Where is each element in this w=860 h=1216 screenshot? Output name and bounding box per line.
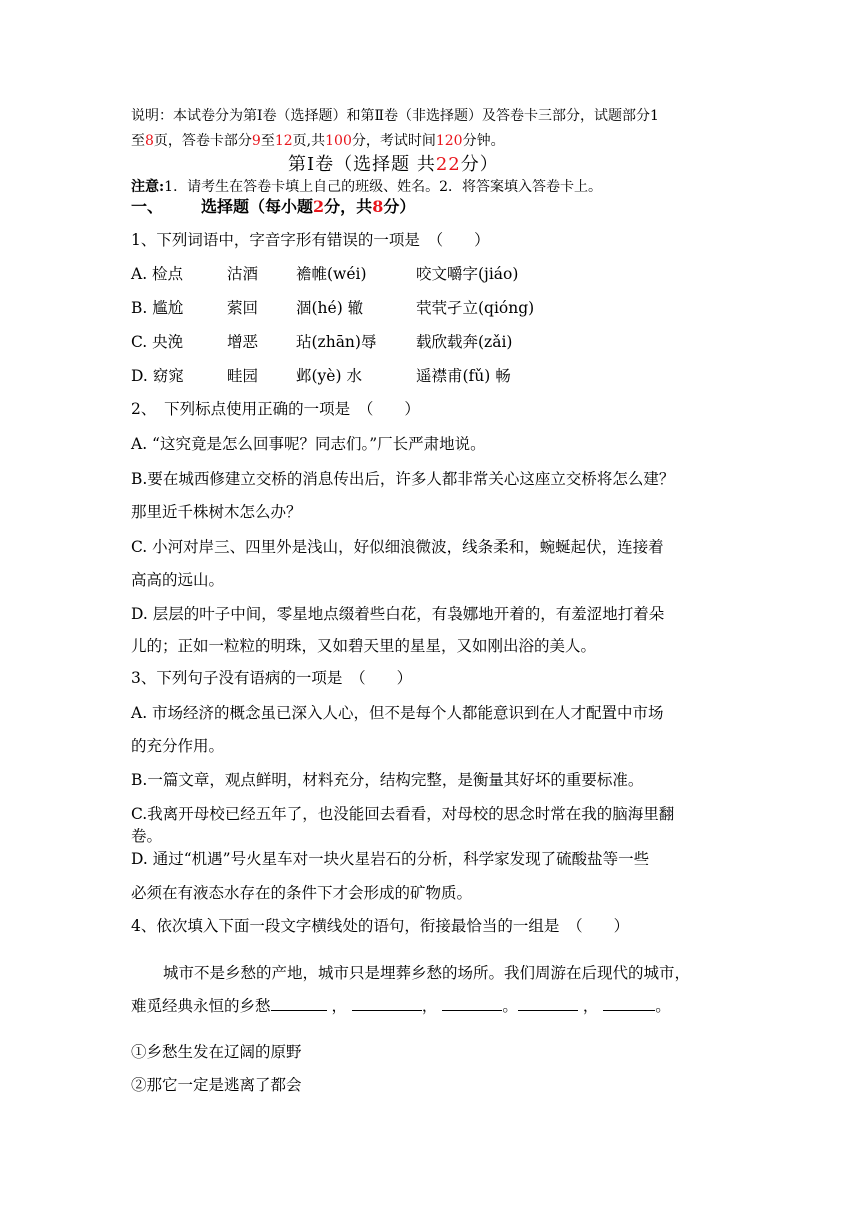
question-2-stem: 2、 下列标点使用正确的一项是 （ ） (131, 400, 420, 418)
question-2-option-b-line-2: 那里近千株树木怎么办？ (131, 503, 302, 521)
question-3-option-d-line-1: D. 通过“机遇”号火星车对一块火星岩石的分析，科学家发现了硫酸盐等一些 (131, 850, 650, 868)
option-word: 玷(zhān)辱 (296, 333, 377, 351)
notice-text: 1．请考生在答卷卡填上自己的班级、姓名。2．将答案填入答卷卡上。 (164, 179, 602, 195)
fill-blank-1[interactable] (271, 996, 327, 1011)
question-1-stem: 1、下列词语中，字音字形有错误的一项是 （ ） (131, 231, 490, 249)
notice-label: 注意: (131, 179, 165, 195)
passage-punct: ， (582, 997, 599, 1015)
part1-heading (131, 197, 415, 217)
part1-total: 8 (372, 197, 384, 216)
option-word: 茕茕孑立(qióng) (416, 299, 535, 317)
section-title-score: 22 (435, 154, 461, 175)
question-4-choice-2: ②那它一定是逃离了都会 (131, 1076, 302, 1094)
option-word: A. 检点 (131, 265, 184, 283)
option-word: C. 央浼 (131, 333, 184, 351)
notice (131, 177, 602, 197)
passage-text: 难觅经典永恒的乡愁 (131, 997, 271, 1015)
intro-text: 页，答卷卡部分 (153, 133, 252, 149)
fill-blank-3[interactable] (442, 996, 502, 1011)
question-4-passage-line-2 (131, 996, 671, 1016)
intro-page-number: 12 (274, 133, 293, 149)
fill-blank-5[interactable] (603, 996, 655, 1011)
option-word: D. 窈窕 (131, 367, 184, 385)
option-word: B. 尴尬 (131, 299, 184, 317)
question-2-option-c-line-1: C. 小河对岸三、四里外是浅山，好似细浪微波，线条柔和，蜿蜒起伏，连接着 (131, 538, 664, 556)
part1-score: 2 (313, 197, 325, 216)
section-title-text: 第Ⅰ卷（选择题 共 (288, 154, 436, 175)
intro-line-2 (131, 131, 505, 151)
intro-text: 至 (131, 133, 145, 149)
passage-punct: 。 (655, 997, 671, 1015)
option-word: 涸(hé) 辙 (296, 299, 364, 317)
question-2-option-b-line-1: B.要在城西修建立交桥的消息传出后，许多人都非常关心这座立交桥将怎么建？ (131, 470, 675, 488)
intro-text: 至 (260, 133, 275, 149)
option-word: 萦回 (227, 299, 259, 317)
fill-blank-4[interactable] (518, 996, 578, 1011)
option-word: 咬文嚼字(jiáo) (416, 265, 519, 283)
passage-punct: 。 (502, 997, 518, 1015)
option-word: 载欣载奔(zǎi) (416, 333, 513, 351)
part1-text: 选择题（每小题 (201, 197, 314, 216)
part1-text: 分） (383, 197, 416, 216)
intro-text: 分，考试时间 (351, 133, 436, 149)
question-3-option-d-line-2: 必须在有液态水存在的条件下才会形成的矿物质。 (131, 884, 473, 902)
intro-page-number: 8 (145, 133, 154, 149)
fill-blank-2[interactable] (352, 996, 422, 1011)
intro-total-score: 100 (325, 133, 352, 149)
question-2-option-a: A. “这究竟是怎么回事呢？同志们。”厂长严肃地说。 (131, 435, 486, 453)
part1-number: 一、 (131, 197, 164, 216)
option-word: 畦园 (227, 367, 259, 385)
question-3-option-b: B.一篇文章，观点鲜明，材料充分，结构完整，是衡量其好坏的重要标准。 (131, 771, 644, 789)
question-2-option-d-line-1: D. 层层的叶子中间，零星地点缀着些白花，有袅娜地开着的，有羞涩地打着朵 (131, 605, 665, 623)
question-2-option-d-line-2: 儿的；正如一粒粒的明珠，又如碧天里的星星，又如刚出浴的美人。 (131, 637, 597, 655)
question-3-option-c-line-1: C.我离开母校已经五年了，也没能回去看看，对母校的思念时常在我的脑海里翻 (131, 805, 675, 823)
intro-time: 120 (435, 133, 463, 149)
section-title-text: 分） (460, 154, 499, 175)
option-word: 遥襟甫(fǔ) 畅 (416, 367, 511, 385)
option-word: 沽酒 (227, 265, 259, 283)
passage-punct: ， (421, 997, 438, 1015)
intro-text: 分钟。 (462, 133, 505, 149)
section-title (288, 153, 499, 177)
intro-page-number: 9 (251, 133, 261, 149)
question-3-option-c-line-2: 卷。 (131, 827, 163, 845)
question-3-option-a-line-1: A. 市场经济的概念虽已深入人心，但不是每个人都能意识到在人才配置中市场 (131, 704, 664, 722)
question-4-passage-line-1: 城市不是乡愁的产地，城市只是埋葬乡愁的场所。我们周游在后现代的城市， (163, 964, 691, 982)
intro-line-1 (131, 106, 659, 126)
intro-text: 页,共 (292, 133, 326, 149)
option-word: 邺(yè) 水 (296, 367, 362, 385)
option-word: 增恶 (227, 333, 259, 351)
part1-text: 分，共 (324, 197, 373, 216)
intro-text: 说明：本试卷分为第Ⅰ卷（选择题）和第Ⅱ卷（非选择题）及答卷卡三部分，试题部分1 (131, 108, 659, 124)
question-2-option-c-line-2: 高高的远山。 (131, 571, 225, 589)
passage-punct: ， (331, 997, 347, 1015)
question-4-choice-1: ①乡愁生发在辽阔的原野 (131, 1043, 302, 1061)
question-3-option-a-line-2: 的充分作用。 (131, 737, 225, 755)
question-3-stem: 3、下列句子没有语病的一项是 （ ） (131, 669, 413, 687)
option-word: 襜帷(wéi) (296, 265, 367, 283)
question-4-stem: 4、依次填入下面一段文字横线处的语句，衔接最恰当的一组是 （ ） (131, 917, 630, 935)
